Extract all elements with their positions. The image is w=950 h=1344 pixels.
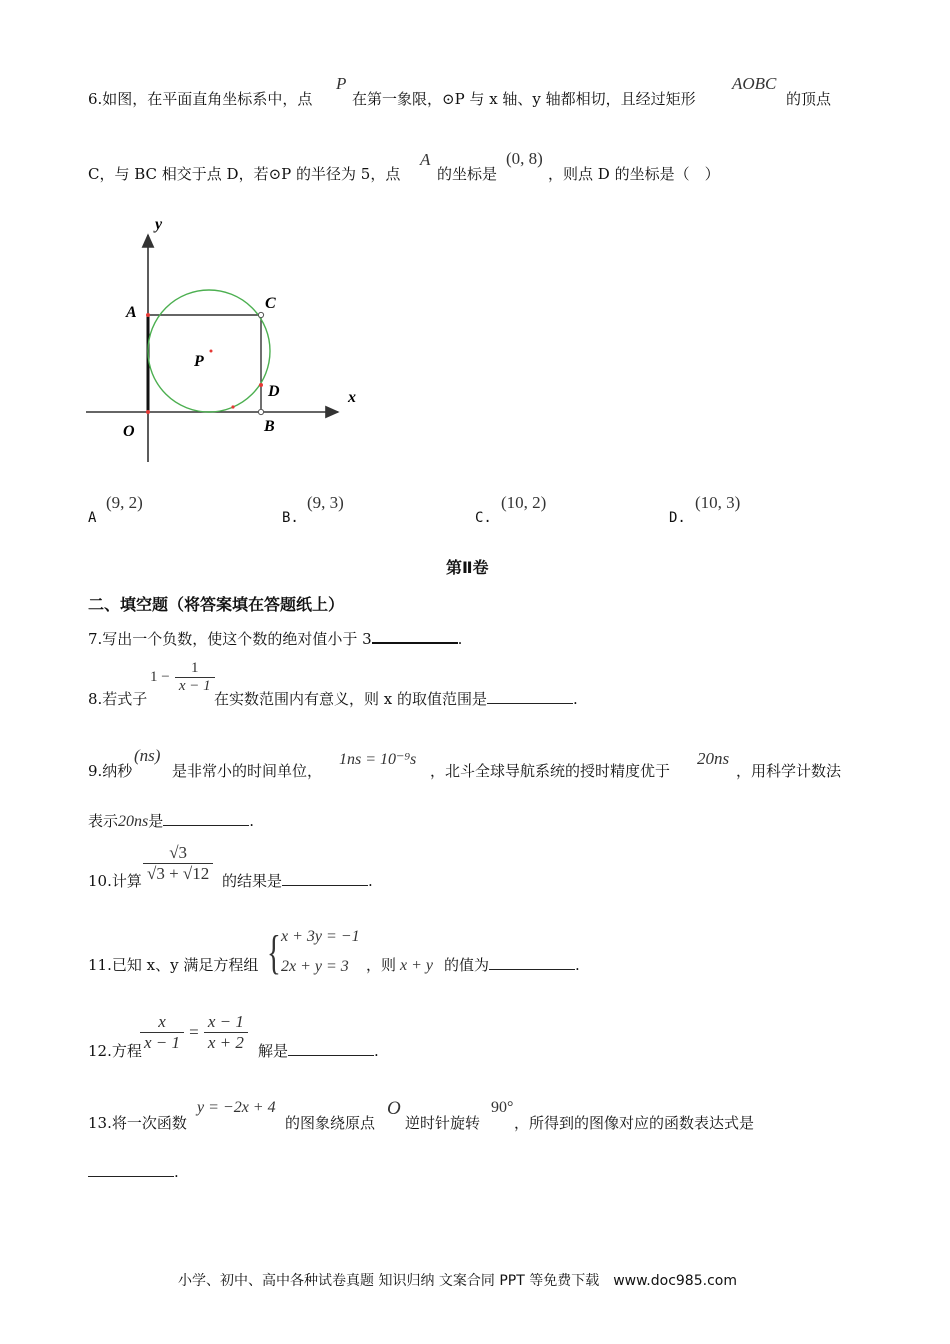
q12-equation [140, 1012, 248, 1053]
q6-coord-a: (0, 8) [506, 149, 543, 168]
q10-frac-num: √3 [169, 843, 188, 862]
q13-end: . [174, 1163, 179, 1181]
option-c-value[interactable]: (10, 2) [501, 493, 547, 512]
point-d-mark [259, 383, 263, 387]
q12-rhs [204, 1012, 248, 1053]
q6-rect-name: AOBC [732, 74, 777, 93]
q12-lhs-num: x [158, 1012, 166, 1031]
point-p-mark [210, 350, 213, 353]
q8-frac-num: 1 [190, 660, 199, 676]
q6-line1-mid: 在第一象限，⊙P 与 x 轴、y 轴都相切，且经过矩形 [352, 90, 696, 108]
q10-end: . [368, 872, 373, 890]
q13-mid2: 逆时针旋转 [405, 1114, 481, 1132]
q12-lhs [140, 1012, 184, 1053]
q9-line2-value: 20ns [118, 813, 149, 830]
q9-mid2: ，北斗全球导航系统的授时精度优于 [430, 762, 671, 780]
option-c-letter[interactable]: C. [475, 510, 492, 526]
q8-suffix: 在实数范围内有意义，则 x 的取值范围是 [214, 690, 487, 708]
label-a: A [126, 304, 137, 321]
q9-prefix: 9.纳秒 [88, 762, 133, 780]
q10-suffix: 的结果是 [222, 872, 283, 890]
q8-end: . [573, 690, 578, 708]
point-b-mark [258, 409, 263, 414]
q11-end: . [575, 956, 580, 974]
point-a-mark [146, 313, 150, 317]
tangent-x-mark [231, 405, 234, 408]
q7 [88, 628, 462, 649]
q13-origin: O [387, 1098, 401, 1119]
q8-prefix: 8.若式子 [88, 690, 148, 708]
q6-line1-prefix: 6.如图，在平面直角坐标系中，点 [88, 90, 313, 108]
q13-mid1: 的图象绕原点 [285, 1114, 376, 1132]
q13-answer-blank[interactable] [88, 1162, 174, 1177]
q12-end: . [374, 1042, 379, 1060]
q7-text: 7.写出一个负数，使这个数的绝对值小于 3 [88, 630, 372, 648]
q6-line1 [88, 88, 312, 109]
label-p: P [194, 353, 204, 370]
q6-point-a: A [420, 150, 431, 169]
q9-end: . [249, 812, 255, 830]
option-a-value[interactable]: (9, 2) [106, 493, 143, 512]
label-y: y [155, 216, 163, 233]
q13-line2 [88, 1162, 179, 1181]
q6-line1-suffix: 的顶点 [786, 90, 832, 108]
q10-suffix-line [222, 870, 373, 891]
q9-unit-paren: (ns) [134, 746, 161, 765]
q9-line2 [88, 810, 254, 831]
q9-suffix: ，用科学计数法 [736, 762, 842, 780]
q8-fraction [175, 660, 215, 695]
section-heading: 二、填空题（将答案填在答题纸上） [88, 595, 345, 614]
q10-answer-blank[interactable] [282, 871, 368, 886]
q12-rhs-num: x − 1 [207, 1012, 244, 1031]
point-c-mark [258, 312, 263, 317]
q13-angle: 90° [491, 1099, 514, 1116]
q7-end: . [457, 630, 463, 648]
point-o-mark [146, 410, 150, 414]
option-d-value[interactable]: (10, 3) [695, 493, 741, 512]
q6-line2-prefix: C，与 BC 相交于点 D，若⊙P 的半径为 5，点 [88, 165, 401, 183]
q12-suffix-line [258, 1040, 379, 1061]
q8-frac-den: x − 1 [175, 677, 215, 695]
label-x: x [348, 389, 356, 406]
option-b-value[interactable]: (9, 3) [307, 493, 344, 512]
label-o: O [123, 423, 135, 440]
q8-answer-blank[interactable] [487, 689, 573, 704]
q10-fraction [143, 843, 213, 884]
q12-rhs-den: x + 2 [204, 1032, 248, 1053]
q11-mid: ，则 [366, 956, 397, 974]
q11-suffix: 的值为 [444, 956, 490, 974]
option-a-letter[interactable]: A [88, 510, 97, 526]
q11-answer-blank[interactable] [489, 955, 575, 970]
q11-prefix: 11.已知 x、y 满足方程组 [88, 956, 259, 974]
q11-eq1: x + 3y = −1 [281, 928, 360, 945]
option-d-letter[interactable]: D. [669, 510, 686, 526]
q13-prefix: 13.将一次函数 [88, 1114, 187, 1132]
q11-expr: x + y [400, 957, 433, 974]
q13-suffix: ，所得到的图像对应的函数表达式是 [514, 1114, 755, 1132]
q9-value: 20ns [697, 749, 730, 768]
q9-line2-mid: 是 [148, 812, 164, 830]
q11-suffix-line [444, 954, 580, 975]
label-d: D [268, 383, 280, 400]
q9-answer-blank[interactable] [163, 811, 249, 826]
q8-expression [150, 660, 215, 695]
page-footer: 小学、初中、高中各种试卷真题 知识归纳 文案合同 PPT 等免费下载 www.doc985.com [178, 1273, 737, 1289]
q9-line2-prefix: 表示 [88, 812, 119, 830]
q9-mid1: 是非常小的时间单位， [172, 762, 323, 780]
q12-suffix: 解是 [258, 1042, 289, 1060]
q7-answer-blank[interactable] [372, 628, 458, 644]
label-b: B [264, 418, 275, 435]
q12-eq: = [189, 1022, 199, 1042]
q12-answer-blank[interactable] [288, 1041, 374, 1056]
q10-prefix: 10.计算 [88, 872, 142, 890]
q12-prefix: 12.方程 [88, 1042, 142, 1060]
section-title: 第Ⅱ卷 [446, 558, 489, 577]
q6-line2-mid: 的坐标是 [437, 165, 498, 183]
q10-frac-den: √3 + √12 [143, 863, 213, 884]
q12-lhs-den: x − 1 [140, 1032, 184, 1053]
q13-func: y = −2x + 4 [197, 1099, 276, 1116]
q8-suffix-line [214, 688, 578, 709]
q10-fraction-wrap [143, 843, 213, 884]
label-c: C [265, 295, 276, 312]
q11-brace: { [267, 926, 281, 979]
q6-point-p: P [336, 74, 347, 93]
q11-eq2: 2x + y = 3 [281, 958, 349, 975]
option-b-letter[interactable]: B. [282, 510, 299, 526]
circle-p [148, 290, 270, 412]
q6-line2-suffix: ，则点 D 的坐标是（ ） [548, 165, 720, 183]
q8-expr-one: 1 − [150, 669, 170, 685]
q9-equation: 1ns = 10⁻⁹s [339, 751, 417, 768]
q6-figure [80, 205, 370, 470]
